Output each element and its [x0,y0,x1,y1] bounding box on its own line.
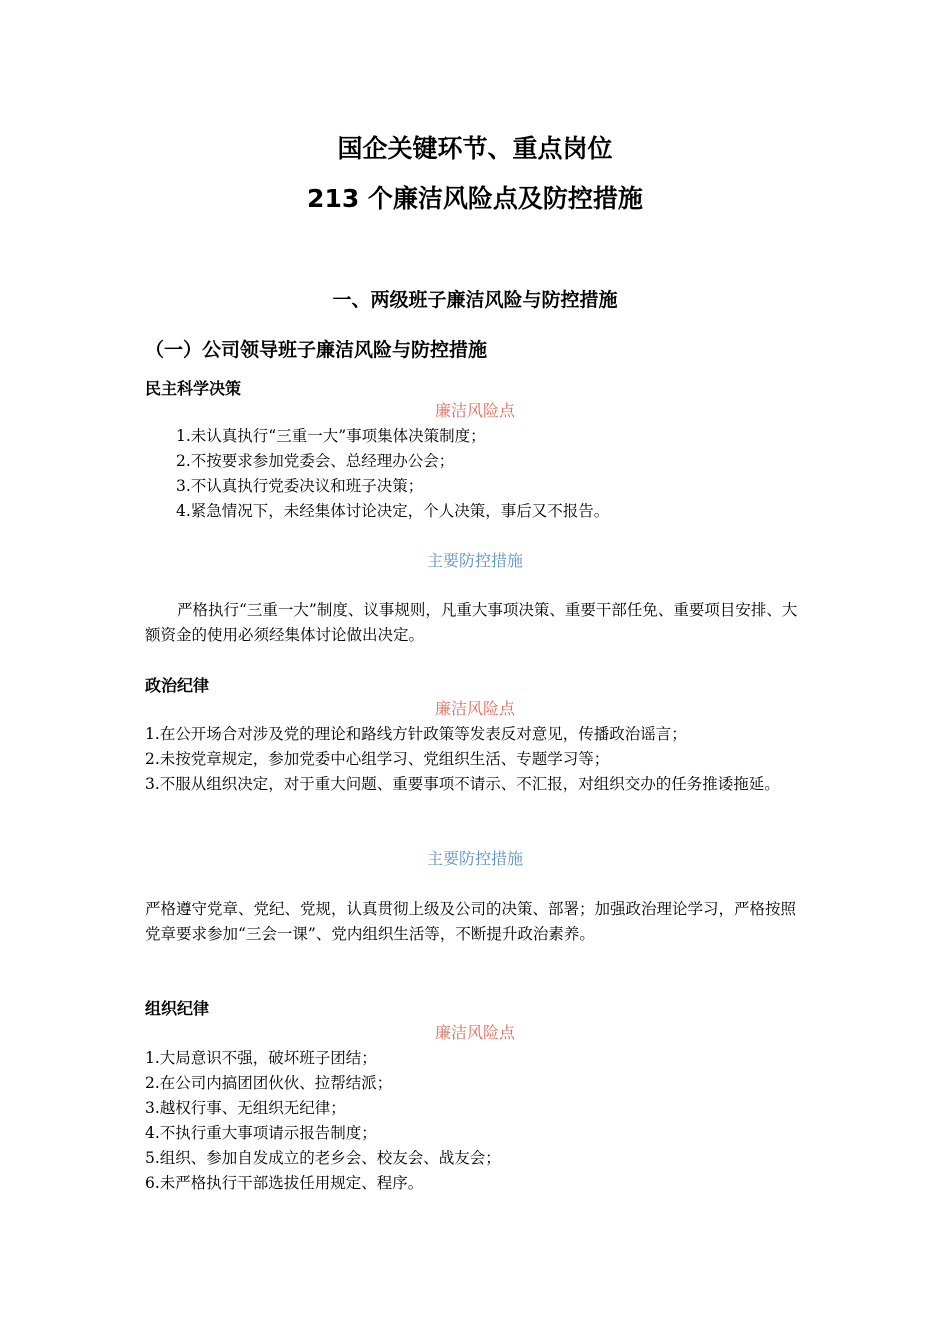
measure-label: 主要防控措施 [426,849,523,868]
topic-heading: 组织纪律 [145,999,210,1018]
risk-label: 廉洁风险点 [434,401,515,420]
risk-list [176,424,609,524]
risk-label: 廉洁风险点 [434,1023,515,1042]
document-title-line-1: 国企关键环节、重点岗位 [337,134,613,163]
risk-label: 廉洁风险点 [434,699,515,718]
list-item: 3.越权行事、无组织无纪律； [145,1099,346,1117]
list-item: 3.不认真执行党委决议和班子决策； [176,477,424,495]
list-item: 2.在公司内搞团团伙伙、拉帮结派； [145,1074,393,1092]
subsection-prefix: （一） [145,339,203,361]
section-heading: 一、两级班子廉洁风险与防控措施 [332,289,618,311]
list-item: 5.组织、参加自发成立的老乡会、校友会、战友会； [145,1149,501,1167]
risk-list [145,722,810,797]
list-item: 4.不执行重大事项请示报告制度； [145,1124,377,1142]
list-item: 2.未按党章规定，参加党委中心组学习、党组织生活、专题学习等； [145,750,610,768]
list-item: 3.不服从组织决定，对于重大问题、重要事项不请示、不汇报，对组织交办的任务推诿拖延。 [145,775,780,793]
topic-heading: 民主科学决策 [145,379,242,398]
list-item: 1.在公开场合对涉及党的理论和路线方针政策等发表反对意见，传播政治谣言； [145,725,687,743]
measure-paragraph: 严格执行“三重一大”制度、议事规则，凡重大事项决策、重要干部任免、重要项目安排、大额资金的使用必须经集体讨论做出决定。 [145,601,798,644]
subsection-bold: 公司领导班子 [202,339,317,361]
list-item: 2.不按要求参加党委会、总经理办公会； [176,452,455,470]
list-item: 1.大局意识不强，破坏班子团结； [145,1049,377,1067]
subsection-heading [145,338,487,362]
list-item: 1.未认真执行“三重一大”事项集体决策制度； [176,427,486,445]
subsection-rest: 廉洁风险与防控措施 [316,339,488,361]
measure-paragraph: 严格遵守党章、党纪、党规，认真贯彻上级及公司的决策、部署；加强政治理论学习，严格按照党章要求参加“三会一课”、党内组织生活等，不断提升政治素养。 [145,900,797,943]
risk-list [145,1046,501,1196]
document-title-line-2: 213 个廉洁风险点及防控措施 [307,184,643,213]
topic-heading: 政治纪律 [145,676,210,695]
list-item: 4.紧急情况下，未经集体讨论决定，个人决策，事后又不报告。 [176,502,610,520]
measure-label: 主要防控措施 [426,551,523,570]
list-item: 6.未严格执行干部选拔任用规定、程序。 [145,1174,424,1192]
